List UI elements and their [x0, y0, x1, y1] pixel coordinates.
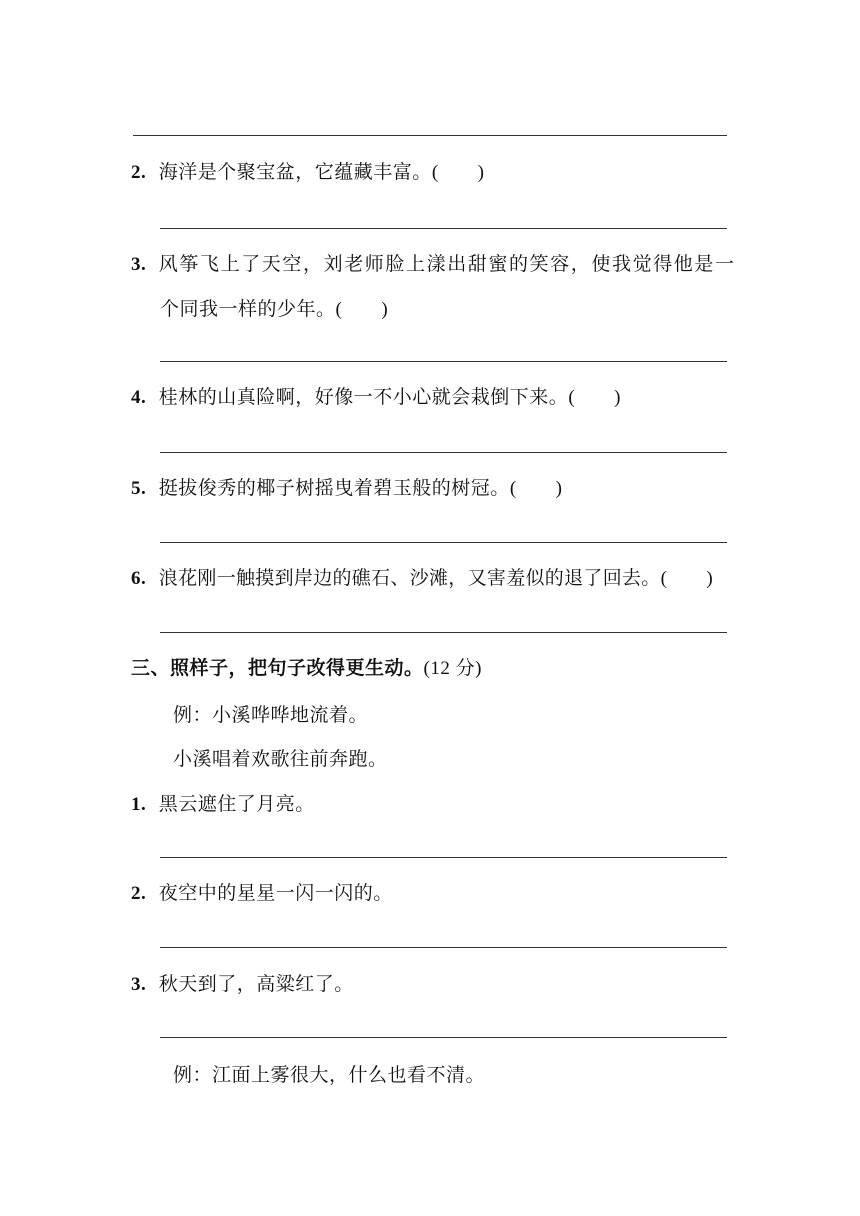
- question-3-continued: [160, 296, 388, 323]
- question-5: 5. 挺拔俊秀的椰子树摇曳着碧玉般的树冠。( ): [131, 477, 563, 499]
- answer-line[interactable]: [160, 947, 727, 948]
- answer-line[interactable]: [160, 542, 727, 543]
- answer-line[interactable]: [160, 1037, 727, 1038]
- question-number: 3: [131, 974, 141, 995]
- question-3: 3. 风筝飞上了天空，刘老师脸上漾出甜蜜的笑容，使我觉得他是一: [131, 253, 736, 275]
- answer-parentheses[interactable]: ( ): [335, 299, 389, 320]
- question-text: 黑云遮住了月亮。: [158, 793, 315, 815]
- answer-parentheses[interactable]: ( ): [568, 387, 621, 408]
- exercise-1: 1. 黑云遮住了月亮。: [131, 793, 315, 815]
- question-4: 4. 桂林的山真险啊，好像一不小心就会栽倒下来。( ): [131, 386, 621, 408]
- question-number: 1: [131, 794, 141, 815]
- question-6: 6. 浪花刚一触摸到岸边的礁石、沙滩，又害羞似的退了回去。( ): [131, 567, 714, 589]
- question-number: 6: [131, 568, 141, 589]
- question-text: 浪花刚一触摸到岸边的礁石、沙滩，又害羞似的退了回去。: [158, 567, 661, 589]
- answer-parentheses[interactable]: ( ): [509, 478, 563, 499]
- question-text: 夜空中的星星一闪一闪的。: [158, 882, 393, 904]
- answer-parentheses[interactable]: ( ): [660, 568, 714, 589]
- answer-line[interactable]: [133, 135, 727, 136]
- question-text: 个同我一样的少年。: [160, 298, 336, 320]
- exercise-2: 2. 夜空中的星星一闪一闪的。: [131, 882, 393, 904]
- answer-line[interactable]: [160, 857, 727, 858]
- example-sentence: 例：小溪哗哗地流着。: [173, 704, 369, 726]
- answer-line[interactable]: [160, 632, 727, 633]
- question-2: 2. 海洋是个聚宝盆，它蕴藏丰富。( ): [131, 161, 485, 183]
- answer-line[interactable]: [160, 361, 727, 362]
- section-score: (12 分): [423, 658, 482, 679]
- example-answer: 小溪唱着欢歌往前奔跑。: [173, 748, 388, 770]
- answer-parentheses[interactable]: ( ): [431, 162, 485, 183]
- answer-line[interactable]: [160, 452, 727, 453]
- example-sentence-2: 例：江面上雾很大，什么也看不清。: [173, 1064, 486, 1086]
- question-number: 2: [131, 162, 141, 183]
- question-number: 3: [131, 254, 141, 275]
- question-text: 海洋是个聚宝盆，它蕴藏丰富。: [158, 161, 432, 183]
- question-text: 秋天到了，高粱红了。: [158, 973, 354, 995]
- exercise-3: 3. 秋天到了，高粱红了。: [131, 973, 354, 995]
- question-number: 4: [131, 387, 141, 408]
- section-heading: [131, 655, 482, 682]
- question-text: 桂林的山真险啊，好像一不小心就会栽倒下来。: [158, 386, 569, 408]
- question-number: 5: [131, 478, 141, 499]
- section-title: 三、照样子，把句子改得更生动。: [131, 657, 424, 679]
- question-number: 2: [131, 883, 141, 904]
- question-text: 风筝飞上了天空，刘老师脸上漾出甜蜜的笑容，使我觉得他是一: [158, 253, 736, 275]
- question-text: 挺拔俊秀的椰子树摇曳着碧玉般的树冠。: [158, 477, 510, 499]
- answer-line[interactable]: [160, 228, 727, 229]
